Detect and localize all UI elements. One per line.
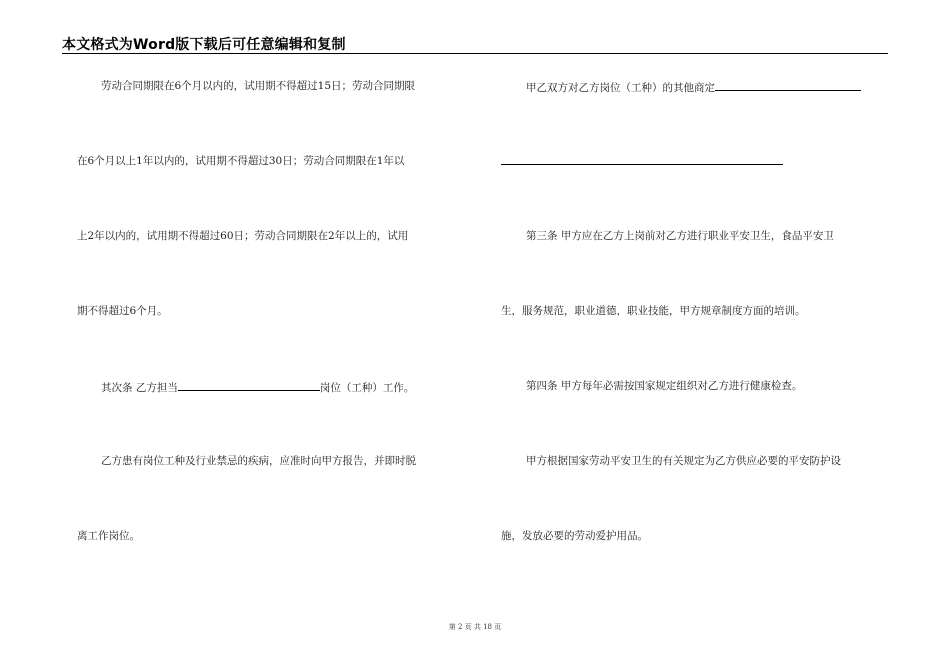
left-paragraph-line-4: 期不得超过6个月。 [77, 305, 168, 317]
safety-paragraph-line-2: 施，发放必要的劳动爱护用品。 [501, 530, 648, 542]
left-paragraph-line-7: 离工作岗位。 [77, 530, 140, 542]
other-agreement-label: 甲乙双方对乙方岗位（工种）的其他商定 [526, 82, 715, 94]
article-4-line: 第四条 甲方每年必需按国家规定组织对乙方进行健康检查。 [526, 380, 803, 392]
article-2-prefix: 其次条 乙方担当 [101, 382, 178, 394]
position-blank-field[interactable] [178, 379, 320, 391]
other-agreement-blank-continuation[interactable] [501, 164, 783, 165]
article-3-line-2: 生，服务规范，职业道德，职业技能，甲方规章制度方面的培训。 [501, 305, 806, 317]
safety-paragraph-line-1: 甲方根据国家劳动平安卫生的有关规定为乙方供应必要的平安防护设 [526, 455, 841, 467]
left-paragraph-line-3: 上2年以内的，试用期不得超过60日；劳动合同期限在2年以上的，试用 [77, 230, 409, 242]
left-paragraph-line-6: 乙方患有岗位工种及行业禁忌的疾病，应准时向甲方报告，并即时脱 [101, 455, 416, 467]
article-3-line-1: 第三条 甲方应在乙方上岗前对乙方进行职业平安卫生，食品平安卫 [526, 230, 834, 242]
article-2-line [101, 379, 414, 395]
document-header-title: 本文格式为Word版下载后可任意编辑和复制 [62, 37, 346, 53]
page-number-footer: 第 2 页 共 18 页 [448, 623, 502, 631]
header-divider [62, 53, 888, 54]
left-paragraph-line-1: 劳动合同期限在6个月以内的，试用期不得超过15日；劳动合同期限 [101, 80, 416, 92]
left-paragraph-line-2: 在6个月以上1年以内的，试用期不得超过30日；劳动合同期限在1年以 [77, 155, 405, 167]
other-agreement-blank-field[interactable] [715, 79, 861, 91]
other-agreement-line [526, 79, 861, 95]
article-2-suffix: 岗位（工种）工作。 [319, 382, 415, 394]
